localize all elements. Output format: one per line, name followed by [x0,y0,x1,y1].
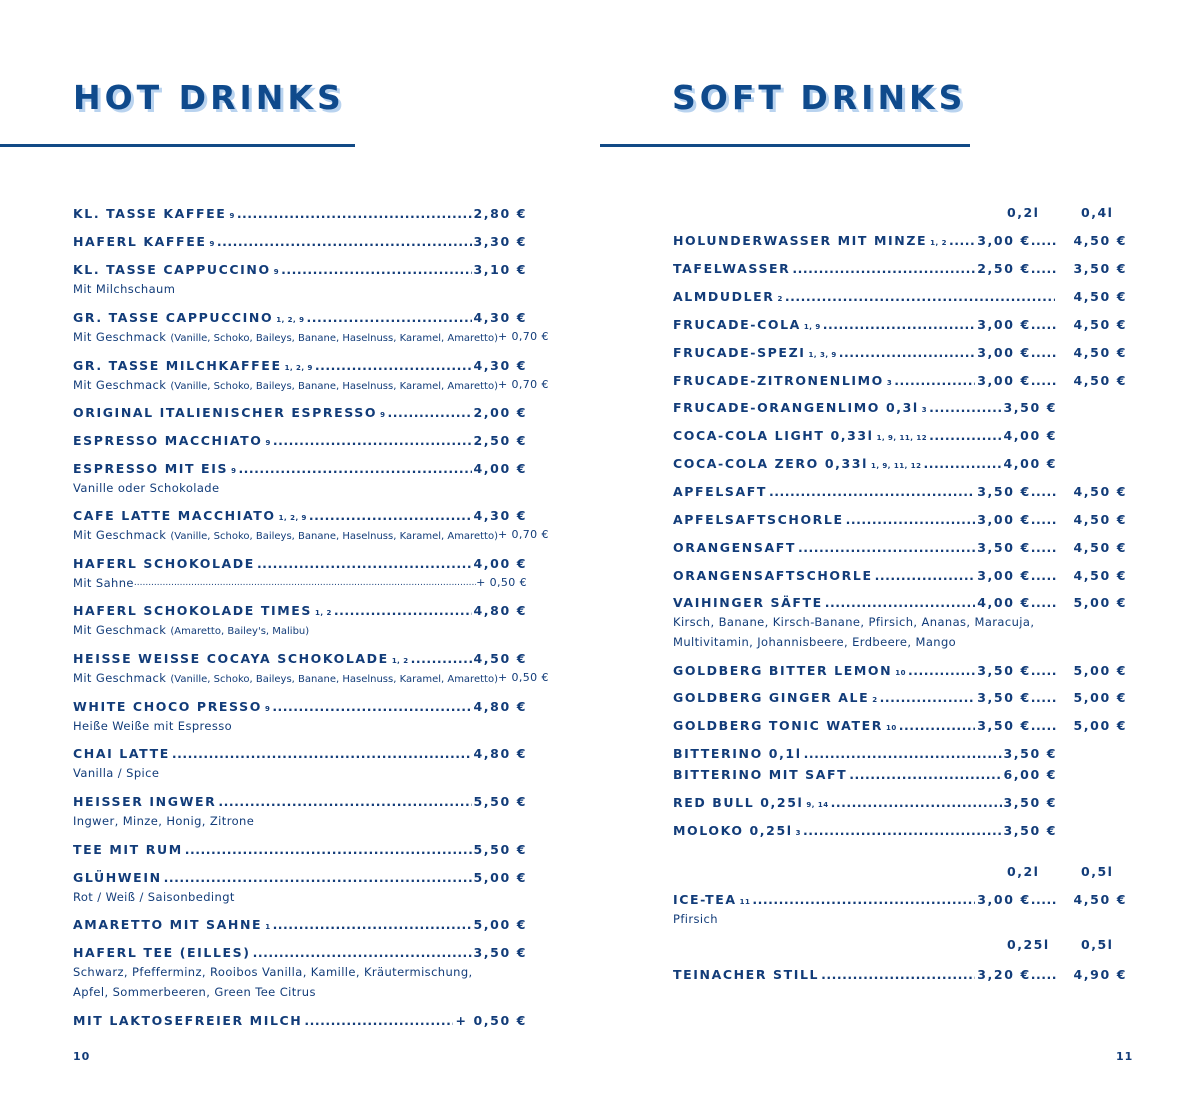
item-name: TAFELWASSER [673,261,791,276]
item-name: GOLDBERG GINGER ALE [673,690,870,705]
leader-dots [825,595,975,610]
price-small: 3,00 € [977,317,1031,332]
menu-item-row [673,795,1127,811]
item-name: CHAI LATTE [73,746,170,761]
item-description [73,811,527,831]
menu-item-row [673,428,1127,444]
item-price: + 0,50 € [455,1013,527,1028]
price-small: 3,50 € [977,690,1031,705]
menu-item-row [673,663,1127,679]
right-page [600,0,1200,1114]
item-name: KL. TASSE KAFFEE [73,206,227,221]
leader-dots [217,234,472,249]
item-name: FRUCADE-ZITRONENLIMO [673,373,884,388]
extra-price: + 0,50 € [497,671,549,684]
allergen-note: 1, 9, 11, 12 [876,434,928,442]
menu-item-row [673,289,1127,305]
price-small: 3,50 € [1003,823,1057,838]
menu-item-row [73,794,527,810]
allergen-note: 3 [795,829,802,837]
item-price: 5,50 € [473,842,527,857]
leader-dots [908,663,975,678]
allergen-note: 10 [895,669,906,677]
menu-item-row [73,917,527,933]
size-column-header: 0,2l [1007,205,1040,220]
allergen-note: 10 [885,724,897,732]
item-name: ESPRESSO MACCHIATO [73,433,263,448]
leader-dots [273,433,472,448]
leader-dots [334,603,472,618]
description-text: Mit Geschmack (Vanille, Schoko, Baileys, Banane, Haselnuss, Karamel, Amaretto) [73,671,498,685]
item-price: 5,00 € [473,870,527,885]
allergen-note: 1, 2 [930,239,947,247]
menu-item-row [673,568,1127,584]
item-name: HAFERL KAFFEE [73,234,207,249]
allergen-note: 1, 2, 9 [276,316,305,324]
allergen-note: 11 [739,898,751,906]
leader-dots [823,317,976,332]
item-description [73,525,549,547]
menu-item-row [673,540,1127,556]
item-name: HOLUNDERWASSER MIT MINZE [673,233,928,248]
item-name: RED BULL 0,25l [673,795,804,810]
price-small: 3,50 € [977,663,1031,678]
item-price: 4,30 € [473,358,527,373]
leader-dots: ..... [1030,892,1057,907]
soft-drinks-title: SOFT DRINKS [672,78,967,117]
price-small: 3,00 € [977,568,1031,583]
description-text: Mit Geschmack (Vanille, Schoko, Baileys, Banane, Haselnuss, Karamel, Amaretto) [73,330,498,344]
item-price: 5,00 € [473,917,527,932]
menu-item-row [673,823,1127,839]
leader-dots [792,261,975,276]
item-price: 2,80 € [473,206,527,221]
leader-dots [821,967,975,982]
item-name: GR. TASSE CAPPUCCINO [73,310,274,325]
leader-dots: ..... [1030,595,1057,610]
item-price: 4,80 € [473,699,527,714]
price-small: 3,00 € [977,892,1031,907]
hot-drinks-title: HOT DRINKS [73,78,345,117]
leader-dots [899,718,976,733]
leader-dots [307,310,472,325]
menu-item-row [73,433,527,449]
item-description [73,668,549,690]
item-name: HEISSE WEISSE COCAYA SCHOKOLADE [73,651,389,666]
leader-dots [839,345,975,360]
price-large: 5,00 € [1073,718,1127,733]
item-name: HAFERL SCHOKOLADE TIMES [73,603,313,618]
leader-dots [769,484,975,499]
menu-item-row [73,746,527,762]
allergen-note: 1, 9 [803,323,821,331]
item-name: ICE-TEA [673,892,737,907]
extra-price: + 0,50 € [476,576,527,589]
item-description [73,279,527,299]
price-large: 5,00 € [1073,595,1127,610]
allergen-note: 9 [380,411,386,419]
price-small: 3,00 € [977,345,1031,360]
item-name: HAFERL SCHOKOLADE [73,556,255,571]
menu-item-row [73,405,527,421]
item-price: 2,00 € [473,405,527,420]
menu-item-row [73,651,527,667]
item-name: MOLOKO 0,25l [673,823,793,838]
allergen-note: 2 [777,295,783,303]
leader-dots [849,767,1001,782]
menu-item-row [73,699,527,715]
allergen-note: 2 [872,696,878,704]
leader-dots [875,568,976,583]
soft-drinks-rule [600,144,970,147]
leader-dots [803,823,1001,838]
leader-dots [257,556,472,571]
price-large: 4,90 € [1073,967,1127,982]
allergen-note: 9 [231,467,237,475]
item-name: ORANGENSAFTSCHORLE [673,568,873,583]
item-price: 3,10 € [473,262,527,277]
item-description-line2: Apfel, Sommerbeeren, Green Tee Citrus [73,985,316,999]
item-price: 3,50 € [473,945,527,960]
leader-dots: ..... [1030,690,1057,705]
menu-item-row [673,967,1127,983]
menu-item-row [673,484,1127,500]
price-small: 3,20 € [977,967,1031,982]
extra-price: + 0,70 € [497,378,549,391]
item-name: GR. TASSE MILCHKAFFEE [73,358,282,373]
menu-item-row [73,1013,527,1029]
item-name: FRUCADE-COLA [673,317,801,332]
menu-item-row [73,870,527,886]
menu-item-row [673,233,1127,249]
menu-item-row [73,262,527,278]
item-price: 4,50 € [473,651,527,666]
menu-item-row [73,234,527,250]
item-name: WHITE CHOCO PRESSO [73,699,262,714]
item-name: FRUCADE-ORANGENLIMO 0,3l [673,400,919,415]
allergen-note: 1 [265,923,271,931]
item-name: COCA-COLA ZERO 0,33l [673,456,868,471]
menu-item-row [73,556,527,572]
price-small: 3,50 € [1003,795,1057,810]
menu-item-row [73,508,527,524]
item-price: 3,30 € [473,234,527,249]
leader-dots [309,508,472,523]
menu-item-row [73,603,527,619]
price-large: 4,50 € [1073,540,1127,555]
item-description [73,573,527,593]
menu-item-row [673,261,1127,277]
description-text: Mit Milchschaum [73,282,176,296]
price-large: 5,00 € [1073,690,1127,705]
item-name: VAIHINGER SÄFTE [673,595,823,610]
item-price: 4,30 € [473,310,527,325]
leader-dots [411,651,472,666]
extra-price: + 0,70 € [497,330,549,343]
menu-item-row [673,317,1127,333]
item-price: 4,00 € [473,556,527,571]
leader-dots: ..... [1030,718,1057,733]
leader-dots [253,945,472,960]
leader-dots: ..... [1030,261,1057,276]
menu-item-row [73,461,527,477]
item-name: MIT LAKTOSEFREIER MILCH [73,1013,303,1028]
price-large: 4,50 € [1073,289,1127,304]
item-name: BITTERINO 0,1l [673,746,802,761]
size-column-header: 0,5l [1081,864,1114,879]
price-small: 3,00 € [977,233,1031,248]
price-large: 4,50 € [1073,512,1127,527]
leader-dots: ..... [1030,540,1057,555]
leader-dots [237,206,472,221]
item-name: AMARETTO MIT SAHNE [73,917,263,932]
item-name: BITTERINO MIT SAFT [673,767,848,782]
leader-dots [164,870,472,885]
menu-item-row [73,310,527,326]
price-small: 2,50 € [977,261,1031,276]
leader-dots [929,428,1001,443]
price-small: 3,50 € [977,540,1031,555]
menu-item-row [673,456,1127,472]
item-name: TEINACHER STILL [673,967,820,982]
description-text: Mit Geschmack (Vanille, Schoko, Baileys, Banane, Haselnuss, Karamel, Amaretto) [73,528,498,542]
leader-dots: ..... [1030,484,1057,499]
item-price: 4,00 € [473,461,527,476]
leader-dots [752,892,975,907]
leader-dots [387,405,471,420]
leader-dots [880,690,976,705]
leader-dots [804,746,1002,761]
allergen-note: 1, 2 [315,609,332,617]
leader-dots [238,461,471,476]
price-small: 4,00 € [1003,428,1057,443]
price-small: 3,50 € [1003,746,1057,761]
leader-dots [929,400,1001,415]
leader-dots: ..... [1030,568,1057,583]
price-small: 3,00 € [977,373,1031,388]
allergen-note: 9, 14 [806,801,829,809]
menu-item-row [673,400,1127,416]
price-large: 4,50 € [1073,233,1127,248]
allergen-note: 1, 3, 9 [808,351,837,359]
description-text: Vanille oder Schokolade [73,481,220,495]
description-text: Mit Sahne [73,576,134,590]
leader-dots: ..... [1030,317,1057,332]
leader-dots [134,573,476,593]
item-description [73,327,549,349]
menu-item-row [673,373,1127,389]
allergen-note: 3 [886,379,893,387]
item-name: APFELSAFT [673,484,768,499]
leader-dots [831,795,1002,810]
item-description [73,478,527,498]
allergen-note: 9 [264,705,271,713]
item-price: 4,30 € [473,508,527,523]
item-name: COCA-COLA LIGHT 0,33l [673,428,874,443]
menu-item-row [673,690,1127,706]
item-description [73,763,527,783]
item-description [73,620,527,642]
price-small: 4,00 € [1003,456,1057,471]
price-large: 4,50 € [1073,345,1127,360]
flavor-options: (Vanille, Schoko, Baileys, Banane, Haselnuss, Karamel, Amaretto) [170,531,498,542]
size-column-header: 0,5l [1081,937,1114,952]
item-price: 2,50 € [473,433,527,448]
leader-dots [304,1013,453,1028]
item-description [73,962,527,982]
description-text: Ingwer, Minze, Honig, Zitrone [73,814,255,828]
menu-item-row [73,206,527,222]
price-large: 4,50 € [1073,892,1127,907]
leader-dots [949,233,975,248]
menu-item-row [73,842,527,858]
item-description-line2: Multivitamin, Johannisbeere, Erdbeere, Mango [673,635,957,649]
page-number-left: 10 [73,1050,91,1063]
page-number-right: 11 [1116,1050,1134,1063]
allergen-note: 1, 2 [391,657,409,665]
allergen-note: 9 [229,212,235,220]
extra-price: + 0,70 € [497,528,549,541]
item-name: ALMDUDLER [673,289,775,304]
leader-dots: ..... [1030,233,1057,248]
item-price: 5,50 € [473,794,527,809]
leader-dots [281,262,471,277]
leader-dots [923,456,1001,471]
menu-item-row [673,345,1127,361]
price-large: 4,50 € [1073,568,1127,583]
item-description [73,887,527,907]
leader-dots [272,699,471,714]
item-description: Kirsch, Banane, Kirsch-Banane, Pfirsich, Ananas, Maracuja, [673,615,1035,629]
item-description: Pfirsich [673,912,718,926]
price-large: 3,50 € [1073,261,1127,276]
menu-item-row [73,358,527,374]
item-name: HEISSER INGWER [73,794,217,809]
leader-dots [785,289,1055,304]
price-small: 3,50 € [977,484,1031,499]
description-text: Vanilla / Spice [73,766,160,780]
item-name: ESPRESSO MIT EIS [73,461,229,476]
item-price: 4,80 € [473,746,527,761]
item-name: GOLDBERG BITTER LEMON [673,663,893,678]
price-small: 4,00 € [977,595,1031,610]
leader-dots: ..... [1030,967,1057,982]
item-name: ORIGINAL ITALIENISCHER ESPRESSO [73,405,378,420]
hot-drinks-rule [0,144,355,147]
flavor-options: (Vanille, Schoko, Baileys, Banane, Haselnuss, Karamel, Amaretto) [170,674,498,685]
description-text: Rot / Weiß / Saisonbedingt [73,890,235,904]
item-name: APFELSAFTSCHORLE [673,512,844,527]
leader-dots [218,794,471,809]
item-name: GOLDBERG TONIC WATER [673,718,883,733]
description-text: Mit Geschmack (Amaretto, Bailey's, Malibu) [73,623,310,637]
price-large: 5,00 € [1073,663,1127,678]
leader-dots: ..... [1030,345,1057,360]
item-name: FRUCADE-SPEZI [673,345,806,360]
price-large: 4,50 € [1073,373,1127,388]
size-column-header: 0,4l [1081,205,1114,220]
menu-item-row [673,595,1127,611]
price-large: 4,50 € [1073,317,1127,332]
allergen-note: 1, 2, 9 [284,364,313,372]
leader-dots: ..... [1030,373,1057,388]
allergen-note: 3 [921,406,928,414]
allergen-note: 1, 2, 9 [278,514,307,522]
item-name: KL. TASSE CAPPUCCINO [73,262,271,277]
menu-item-row [673,746,1127,762]
allergen-note: 1, 9, 11, 12 [870,462,922,470]
leader-dots: ..... [1030,512,1057,527]
menu-item-row [673,767,1127,783]
description-text: Heiße Weiße mit Espresso [73,719,233,733]
leader-dots [315,358,472,373]
allergen-note: 9 [265,439,271,447]
item-name: CAFE LATTE MACCHIATO [73,508,276,523]
flavor-options: (Vanille, Schoko, Baileys, Banane, Haselnuss, Karamel, Amaretto) [170,381,498,392]
leader-dots [172,746,472,761]
leader-dots [273,917,472,932]
leader-dots [846,512,976,527]
allergen-note: 9 [273,268,280,276]
leader-dots [798,540,975,555]
allergen-note: 9 [209,240,215,248]
price-large: 4,50 € [1073,484,1127,499]
size-column-header: 0,25l [1007,937,1050,952]
flavor-options: (Amaretto, Bailey's, Malibu) [170,626,310,637]
description-text: Schwarz, Pfefferminz, Rooibos Vanilla, Kamille, Kräutermischung, [73,965,473,979]
menu-item-row [673,892,1127,908]
flavor-options: (Vanille, Schoko, Baileys, Banane, Haselnuss, Karamel, Amaretto) [170,333,498,344]
menu-item-row [673,512,1127,528]
item-name: TEE MIT RUM [73,842,183,857]
leader-dots [185,842,472,857]
menu-item-row [673,718,1127,734]
leader-dots: ..... [1030,663,1057,678]
price-small: 3,50 € [1003,400,1057,415]
item-price: 4,80 € [473,603,527,618]
price-small: 3,00 € [977,512,1031,527]
description-text: Mit Geschmack (Vanille, Schoko, Baileys, Banane, Haselnuss, Karamel, Amaretto) [73,378,498,392]
menu-item-row [73,945,527,961]
leader-dots [894,373,975,388]
item-name: ORANGENSAFT [673,540,796,555]
item-name: HAFERL TEE (EILLES) [73,945,251,960]
item-name: GLÜHWEIN [73,870,162,885]
item-description [73,375,549,397]
price-small: 3,50 € [977,718,1031,733]
item-description [73,716,527,736]
price-small: 6,00 € [1003,767,1057,782]
size-column-header: 0,2l [1007,864,1040,879]
